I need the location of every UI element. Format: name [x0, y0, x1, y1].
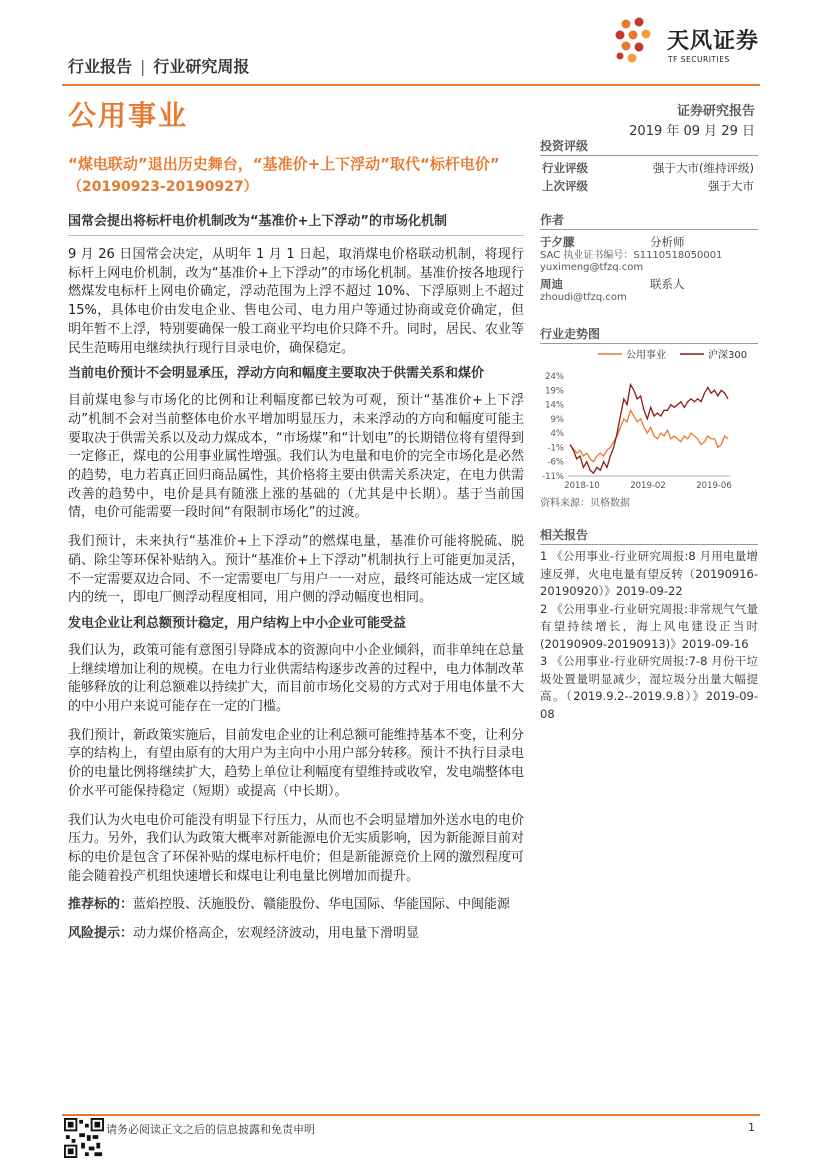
trend-title: 行业走势图: [540, 326, 758, 344]
legend-label: 沪深300: [708, 350, 748, 361]
section-title: 当前电价预计不会明显承压，浮动方向和幅度主要取决于供需关系和煤价: [68, 366, 485, 382]
report-kind: 证券研究报告: [676, 104, 755, 119]
previous-rating-row: [540, 177, 758, 195]
author1-sac: SAC 执业证书编号：S1110518050001: [540, 250, 723, 261]
y-tick-label: -1%: [547, 443, 564, 454]
paragraph: 我们认为火电电价可能没有明显下行压力，从而也不会明显增加外送水电的电价压力。另外，我们认为政策大概率对新能源电价无实质影响，因为新能源目前对标的电价是包含了环保补贴的煤电标杆电价；但是新能源竞价上网的激烈程度可能会随着投产机组快速增长和煤电让利电量比例增加而提升。: [68, 812, 524, 884]
chart-source: 资料来源：贝格数据: [540, 498, 630, 509]
author2-role: 联系人: [650, 277, 685, 291]
section-title: 国常会提出将标杆电价机制改为“基准价+上下浮动”的市场化机制: [68, 212, 524, 236]
x-tick-label: 2018-10: [564, 481, 600, 491]
y-tick-label: -6%: [547, 457, 564, 468]
report-headline: “煤电联动”退出历史舞台，“基准价+上下浮动”取代“标杆电价”: [68, 155, 500, 173]
related-report-3[interactable]: 3 《公用事业-行业研究周报:7-8 月份干垃圾处置量明显减少，湿垃圾分出量大幅提高。（2019.9.2--2019.9.8）》2019-09-08: [540, 654, 758, 721]
qr-code-icon: [64, 1118, 104, 1158]
series-line: [570, 410, 728, 461]
y-tick-label: -11%: [542, 472, 564, 482]
x-tick-label: 2019-06: [696, 481, 732, 491]
related-title: 相关报告: [540, 527, 758, 545]
previous-rating-value: 强于大市: [708, 179, 754, 193]
recommendation: [68, 896, 524, 915]
footer-divider: [62, 1114, 760, 1116]
risk-warning: [68, 925, 524, 944]
logo-chinese-name: 天风证券: [667, 29, 760, 54]
paragraph: 我们预计，新政策实施后，目前发电企业的让利总额可能维持基本不变，让利分享的结构上，有望由原有的大用户为主向中小用户部分转移。预计不执行目录电价的电量比例将继续扩大，趋势上单位让利幅度有望维持或收窄，发电端整体电价水平可能保持稳定（短期）或提高（中长期）。: [68, 727, 524, 799]
trend-chart: [540, 344, 758, 492]
author2-name: 周迪: [540, 277, 563, 291]
legend-label: 公用事业: [626, 350, 666, 361]
risk-label: 风险提示：: [68, 926, 134, 942]
industry-rating-label: 行业评级: [542, 161, 588, 175]
industry-rating-value: 强于大市(维持评级): [653, 161, 754, 175]
page-number: 1: [748, 1121, 755, 1134]
paragraph: 我们认为，政策可能有意图引导降成本的资源向中小企业倾斜，而非单纯在总量上继续增加让利的规模。在电力行业供需结构逐步改善的过程中，电力体制改革能够释放的让利总额难以持续扩大，而目前市场化交易的方式对于用电体量不大的中小用户来说可能存在一定的门槛。: [68, 642, 524, 715]
main-column: [68, 212, 524, 944]
author1-email[interactable]: yuximeng@tfzq.com: [540, 262, 644, 273]
author-title: 作者: [540, 212, 758, 230]
disclaimer-notice: 请务必阅读正文之后的信息披露和免责申明: [106, 1123, 315, 1136]
author1-name: 于夕朦: [540, 235, 575, 249]
series-line: [570, 385, 728, 474]
doc-type: [68, 54, 249, 77]
rating-title: 投资评级: [540, 138, 758, 156]
recommendation-label: 推荐标的：: [68, 897, 134, 913]
header-divider: [62, 84, 760, 86]
related-report-1[interactable]: 1 《公用事业-行业研究周报:8 月用电量增速反弹，火电电量有望反转（20190916-20190920）》2019-09-22: [540, 549, 758, 598]
recommendation-text: 蓝焰控股、沃施股份、赣能股份、华电国际、华能国际、中闽能源: [133, 897, 511, 913]
doc-type-report: 行业报告: [68, 57, 133, 76]
author2-email[interactable]: zhoudi@tfzq.com: [540, 292, 627, 303]
trend-chart-svg: [540, 344, 758, 492]
doc-type-separator: |: [140, 57, 146, 76]
report-date: 2019 年 09 月 29 日: [629, 124, 755, 139]
author1: [540, 234, 758, 250]
doc-type-weekly: 行业研究周报: [153, 57, 250, 76]
logo-english-name: TF SECURITIES: [668, 55, 730, 64]
industry-rating-row: [540, 159, 758, 177]
y-tick-label: 14%: [545, 400, 564, 411]
x-tick-label: 2019-02: [630, 481, 666, 491]
paragraph: 目前煤电参与市场化的比例和让利幅度都已较为可观，预计“基准价+上下浮动”机制不会对当前整体电价水平增加明显压力，未来浮动的方向和幅度可能主要取决于供需关系以及动力煤成本，“市场煤”和“计划电”的长期错位将有望得到一定修正，煤电的公用事业属性增强。我们认为电量和电价的完全市场化是必然的趋势，电力若真正回归商品属性，其价格将主要由供需关系决定，在电力供需改善的趋势中，电价是具有随涨上涨的基础的（尤其是中长期）。基于当前国情，电价可能需要一段时间“有限制市场化”的过渡。: [68, 393, 524, 521]
y-tick-label: 9%: [550, 414, 564, 425]
report-period: （20190923-20190927）: [68, 179, 258, 195]
sidebar: [540, 138, 758, 723]
sector-title: 公用事业: [68, 99, 189, 132]
y-tick-label: 19%: [545, 386, 564, 397]
y-tick-label: 24%: [545, 372, 564, 382]
paragraph: 我们预计，未来执行“基准价+上下浮动”的燃煤电量，基准价可能将脱硫、脱硝、除尘等环保补贴纳入。预计“基准价+上下浮动”机制执行上可能更加灵活，不一定需要双边合同、不一定需要电厂与用户一一对应，最终可能达成一定区域内的统一，即电厂侧浮动程度相同，用户侧的浮动幅度也相同。: [68, 534, 524, 606]
previous-rating-label: 上次评级: [542, 179, 588, 193]
risk-text: 动力煤价格高企，宏观经济波动，用电量下滑明显: [133, 926, 420, 942]
section-title: 发电企业让利总额预计稳定，用户结构上中小企业可能受益: [68, 615, 407, 631]
related-report-2[interactable]: 2 《公用事业-行业研究周报:非常规气气量有望持续增长，海上风电建设正当时(20190909-20190913)》2019-09-16: [540, 601, 758, 651]
author1-role: 分析师: [650, 235, 685, 249]
author2: [540, 276, 758, 292]
y-tick-label: 4%: [550, 429, 564, 440]
paragraph: 9 月 26 日国常会决定，从明年 1 月 1 日起，取消煤电价格联动机制，将现行标杆上网电价机制，改为“基准价+上下浮动”的市场化机制。基准价按各地现行燃煤发电标杆上网电价确定，浮动范围为上浮不超过 10%、下浮原则上不超过 15%，具体电价由发电企业、售电公司、电力用户等通过协商或竞价确定，但明年暂不上浮，特别要确保一般工商业平均电价只降不升。同时，居民、农业等民生范畴用电继续执行现行目录电价，确保稳定。: [68, 247, 524, 356]
